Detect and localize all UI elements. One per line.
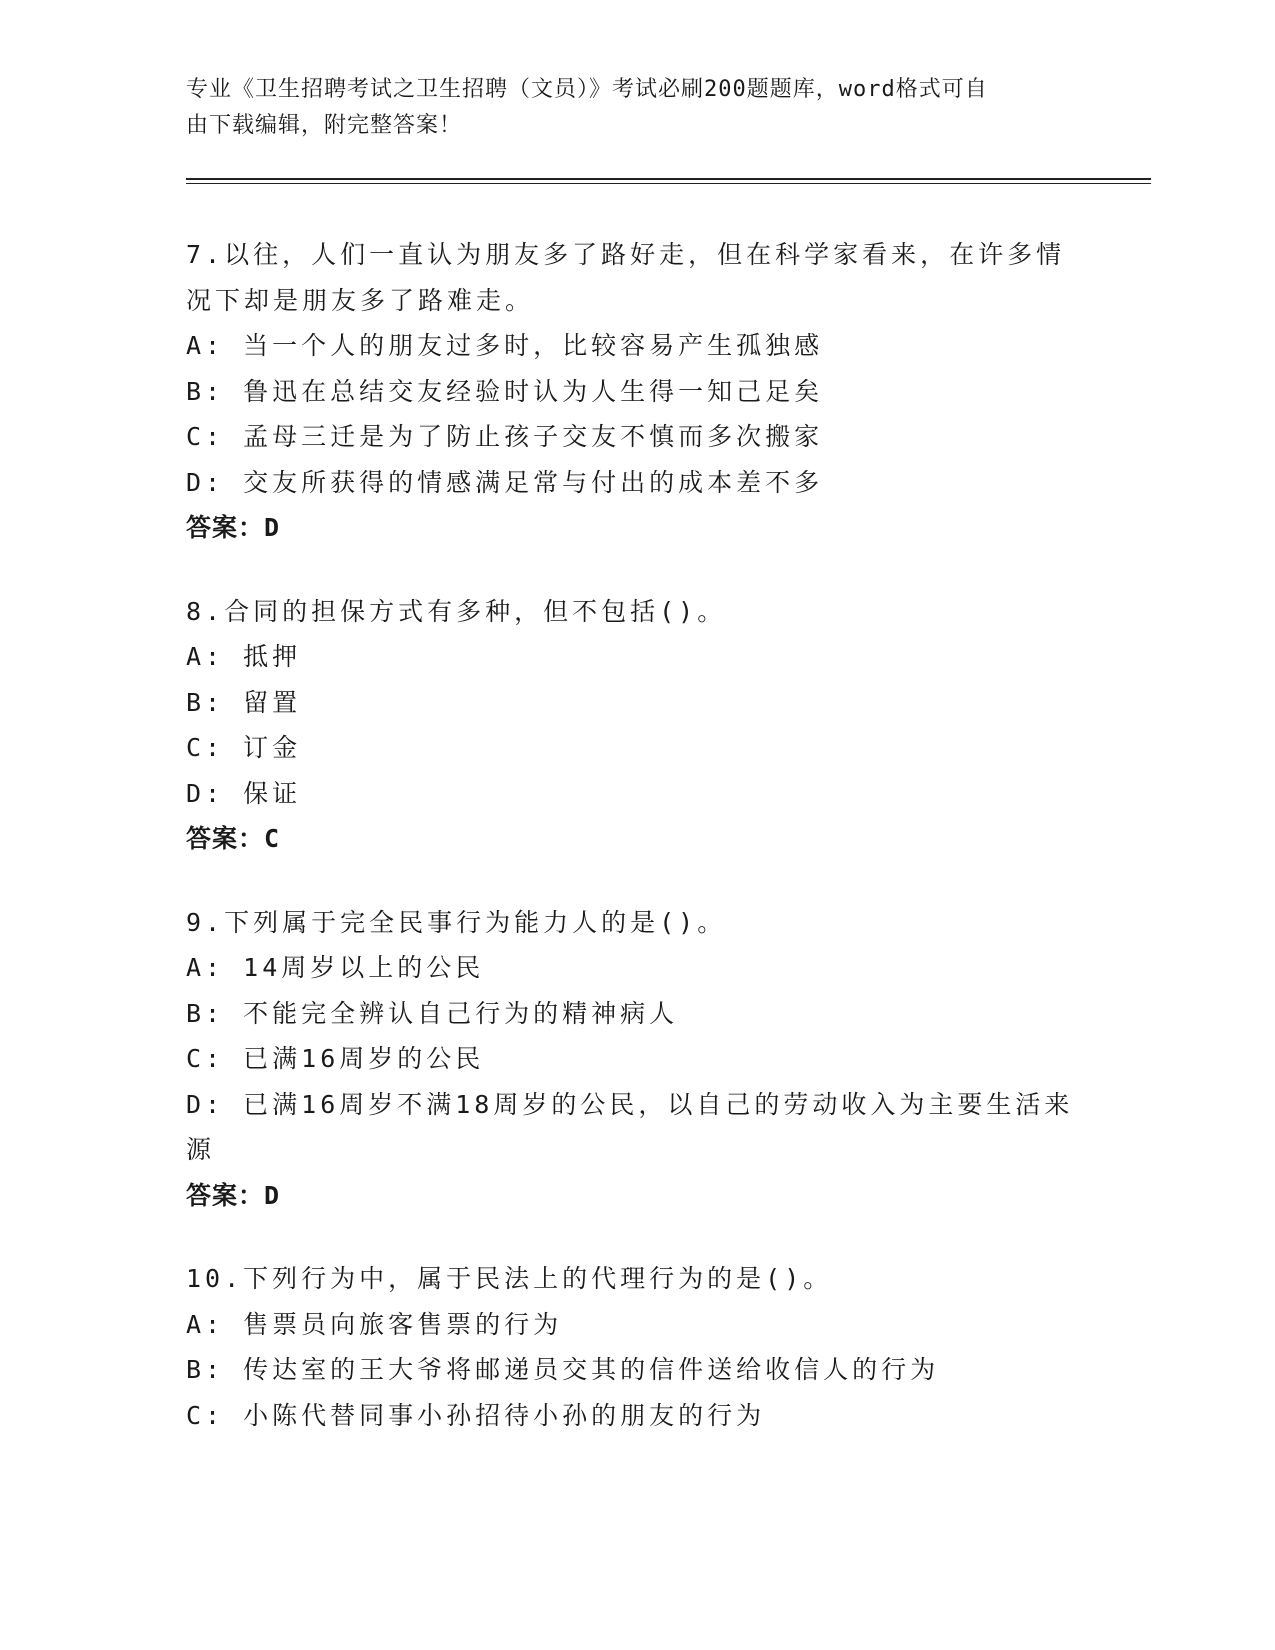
question-list xyxy=(186,232,1086,1476)
option-d: D: 保证 xyxy=(186,778,302,808)
header-line-2: 由下载编辑，附完整答案！ xyxy=(186,113,463,138)
option-c: C: 小陈代替同事小孙招待小孙的朋友的行为 xyxy=(186,1400,766,1430)
option-b: B: 不能完全辨认自己行为的精神病人 xyxy=(186,998,679,1028)
option-d-continued: 源 xyxy=(186,1135,216,1164)
option-c: C: 孟母三迁是为了防止孩子交友不慎而多次搬家 xyxy=(186,422,824,451)
option-a: A: 抵押 xyxy=(186,642,302,671)
question-text: 7.以往，人们一直认为朋友多了路好走，但在科学家看来，在许多情 xyxy=(186,240,1066,269)
answer: 答案：C xyxy=(186,824,281,853)
option-a: A: 14周岁以上的公民 xyxy=(186,953,485,982)
header-divider-thick xyxy=(186,178,1151,180)
option-c: C: 订金 xyxy=(186,733,302,762)
header-line-1: 专业《卫生招聘考试之卫生招聘（文员）》考试必刷200题题库，word格式可自 xyxy=(186,77,988,102)
option-b: B: 鲁迅在总结交友经验时认为人生得一知己足矣 xyxy=(186,376,824,406)
question-8 xyxy=(186,589,1086,862)
question-7 xyxy=(186,232,1086,551)
option-b: B: 传达室的王大爷将邮递员交其的信件送给收信人的行为 xyxy=(186,1355,940,1384)
question-text: 8.合同的担保方式有多种，但不包括()。 xyxy=(186,596,727,626)
answer: 答案：D xyxy=(186,513,281,542)
question-text: 9.下列属于完全民事行为能力人的是()。 xyxy=(186,907,727,937)
option-c: C: 已满16周岁的公民 xyxy=(186,1044,485,1073)
option-b: B: 留置 xyxy=(186,687,302,717)
question-text: 10.下列行为中，属于民法上的代理行为的是()。 xyxy=(186,1264,833,1293)
question-text-continued: 况下却是朋友多了路难走。 xyxy=(186,285,535,315)
question-10 xyxy=(186,1256,1086,1438)
answer: 答案：D xyxy=(186,1180,281,1210)
option-d: D: 交友所获得的情感满足常与付出的成本差不多 xyxy=(186,467,824,497)
document-header xyxy=(186,72,1066,144)
option-d: D: 已满16周岁不满18周岁的公民，以自己的劳动收入为主要生活来 xyxy=(186,1089,1074,1119)
option-a: A: 售票员向旅客售票的行为 xyxy=(186,1309,563,1339)
option-a: A: 当一个人的朋友过多时，比较容易产生孤独感 xyxy=(186,331,824,360)
question-9 xyxy=(186,900,1086,1219)
header-divider-thin xyxy=(186,183,1151,184)
